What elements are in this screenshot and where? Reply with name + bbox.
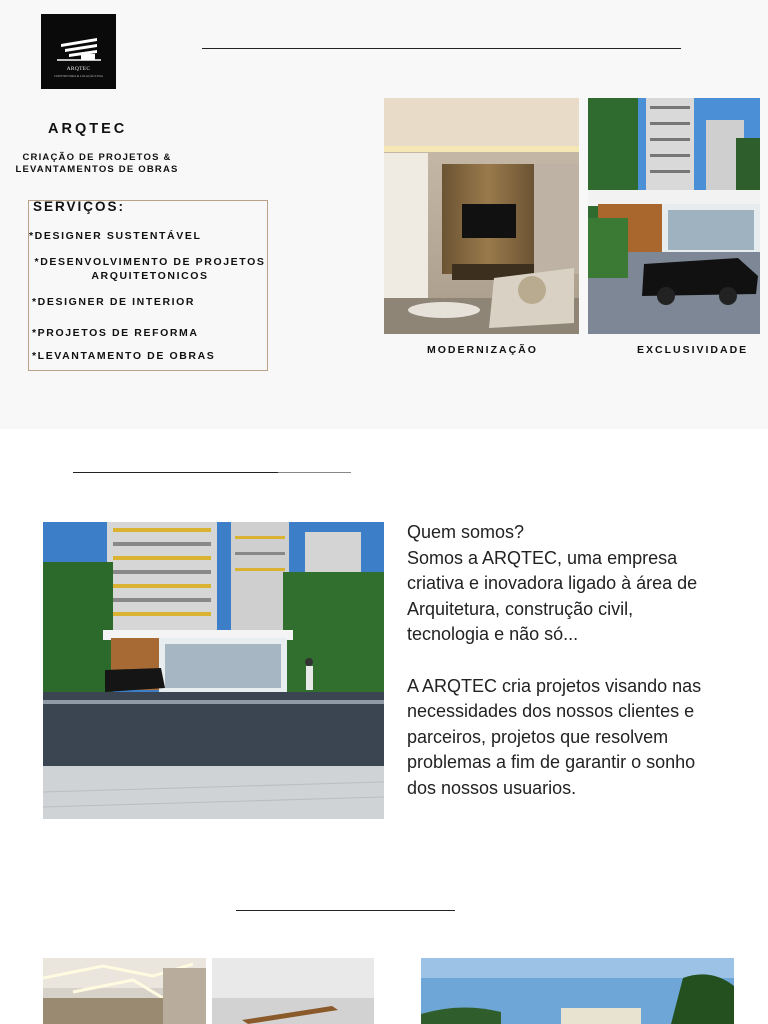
logo-subtitle: CONSTRUTORA & LOCAÇÃO LTDA <box>54 74 103 78</box>
about-p2-line3: parceiros, projetos que resolvem <box>407 726 669 747</box>
caption-exclusivity: EXCLUSIVIDADE <box>637 344 749 356</box>
paragraph-gap <box>407 648 747 674</box>
about-p1-line3: Arquitetura, construção civil, <box>407 598 634 619</box>
about-p2-line1: A ARQTEC cria projetos visando nas <box>407 675 702 696</box>
interior-ceiling-photo <box>212 958 374 1024</box>
about-p2-line2: necessidades dos nossos clientes e <box>407 701 695 722</box>
services-title: SERVIÇOS: <box>33 199 126 214</box>
tagline <box>8 152 186 176</box>
service-item-project-development-line-2: ARQUITETONICOS <box>91 270 209 282</box>
about-divider <box>73 472 278 473</box>
about-p1-line4: tecnologia e não só... <box>407 624 579 645</box>
tagline-line-1: CRIAÇÃO DE PROJETOS & <box>22 152 172 163</box>
about-heading: Quem somos? <box>407 522 525 542</box>
service-item-interior: *DESIGNER DE INTERIOR <box>32 296 196 308</box>
logo-name: ARQTEC <box>66 66 91 72</box>
header-divider <box>202 48 681 49</box>
service-item-survey: *LEVANTAMENTO DE OBRAS <box>32 350 216 362</box>
about-p2-line4: problemas a fim de garantir o sonho <box>407 752 696 773</box>
services-box <box>28 200 268 371</box>
service-item-sustainable: *DESIGNER SUSTENTÁVEL <box>29 230 202 242</box>
tagline-line-2: LEVANTAMENTOS DE OBRAS <box>15 164 179 175</box>
bottom-divider <box>236 910 455 911</box>
about-p2-line5: dos nossos usuarios. <box>407 777 577 798</box>
service-item-project-development-line-1: *DESENVOLVIMENTO DE PROJETOS <box>34 256 266 268</box>
company-logo <box>41 14 116 89</box>
caption-modernization: MODERNIZAÇÃO <box>427 344 538 356</box>
interior-lighting-photo <box>43 958 206 1024</box>
exterior-aerial-photo <box>421 958 734 1024</box>
service-item-renovation: *PROJETOS DE REFORMA <box>32 327 199 339</box>
brand-title: ARQTEC <box>48 121 128 137</box>
exterior-photo-car <box>588 98 760 334</box>
interior-photo <box>384 98 579 334</box>
about-divider-tail <box>278 472 351 473</box>
about-text <box>407 520 747 802</box>
about-p1-line1: Somos a ARQTEC, uma empresa <box>407 547 678 568</box>
service-item-project-development <box>30 255 270 283</box>
about-p1-line2: criativa e inovadora ligado à área de <box>407 573 698 594</box>
house-exterior-photo <box>43 522 384 819</box>
